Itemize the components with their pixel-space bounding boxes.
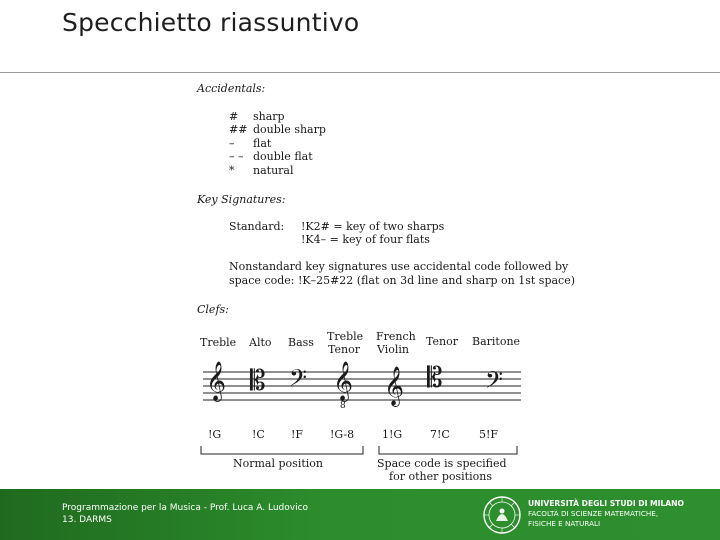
footer-info [62,502,308,526]
clef-code: !C [252,428,265,441]
clef-code: !F [291,428,304,441]
accidental-name: double sharp [253,123,326,136]
university-name [528,499,684,529]
space-code-label: Space code is specified [377,457,507,470]
bass-clef-icon: 𝄢 [289,364,308,397]
clefs-heading: Clefs: [197,303,229,316]
clef-name: Tenor [328,343,360,356]
treble-tenor-clef-icon: 𝄞 [333,361,354,401]
nonstandard-line: space code: !K–25#22 (flat on 3d line and sharp on 1st space) [229,274,576,287]
clef-name: Treble [200,336,237,349]
clef-name: Bass [288,336,314,349]
accidental-name: sharp [253,110,285,123]
alto-clef-icon: 𝄡 [250,364,266,397]
octave-marker: 8 [340,401,346,411]
accidental-name: flat [253,137,272,150]
clef-name: Tenor [426,335,458,348]
clef-name: Alto [249,336,272,349]
clef-code: 5!F [479,428,499,441]
standard-label: Standard: [229,220,285,233]
accidental-code: – [229,137,235,150]
position-brackets [199,444,519,458]
clef-code: !G [208,428,222,441]
standard-line: !K4– = key of four flats [301,233,430,246]
lesson-label: 13. DARMS [62,515,112,525]
accidentals-heading: Accidentals: [197,82,266,95]
title-divider [0,72,720,73]
university-line: UNIVERSITÀ DEGLI STUDI DI MILANO [528,499,684,508]
clef-name: Baritone [472,335,521,348]
accidental-code: # [229,110,239,123]
clef-code: 1!G [382,428,403,441]
standard-line: !K2# = key of two sharps [301,220,445,233]
university-seal-icon [482,495,522,535]
faculty-line: FISICHE E NATURALI [528,519,601,528]
accidental-code: ## [229,123,248,136]
treble-clef-icon: 𝄞 [206,361,227,401]
french-violin-clef-icon: 𝄞 [384,366,405,406]
scanned-table-image [193,78,576,486]
accidental-code: – – [229,150,244,163]
clef-name: Violin [377,343,410,356]
clef-name: French [376,330,416,343]
baritone-clef-icon: 𝄢 [485,366,504,399]
course-label: Programmazione per la Musica - Prof. Luca A. Ludovico [62,503,309,513]
tenor-clef-icon: 𝄡 [427,361,443,394]
faculty-line: FACOLTÀ DI SCIENZE MATEMATICHE, [528,509,659,518]
accidental-code: * [229,164,235,177]
normal-position-label: Normal position [233,457,323,470]
nonstandard-line: Nonstandard key signatures use accidental code followed by [229,260,569,273]
accidental-name: natural [253,164,294,177]
slide-title: Specchietto riassuntivo [62,8,360,37]
key-signatures-heading: Key Signatures: [197,193,286,206]
clef-name: Treble [327,330,364,343]
clef-code: !G-8 [330,428,355,441]
clef-code: 7!C [430,428,450,441]
accidental-name: double flat [253,150,313,163]
space-code-label: for other positions [389,470,492,483]
